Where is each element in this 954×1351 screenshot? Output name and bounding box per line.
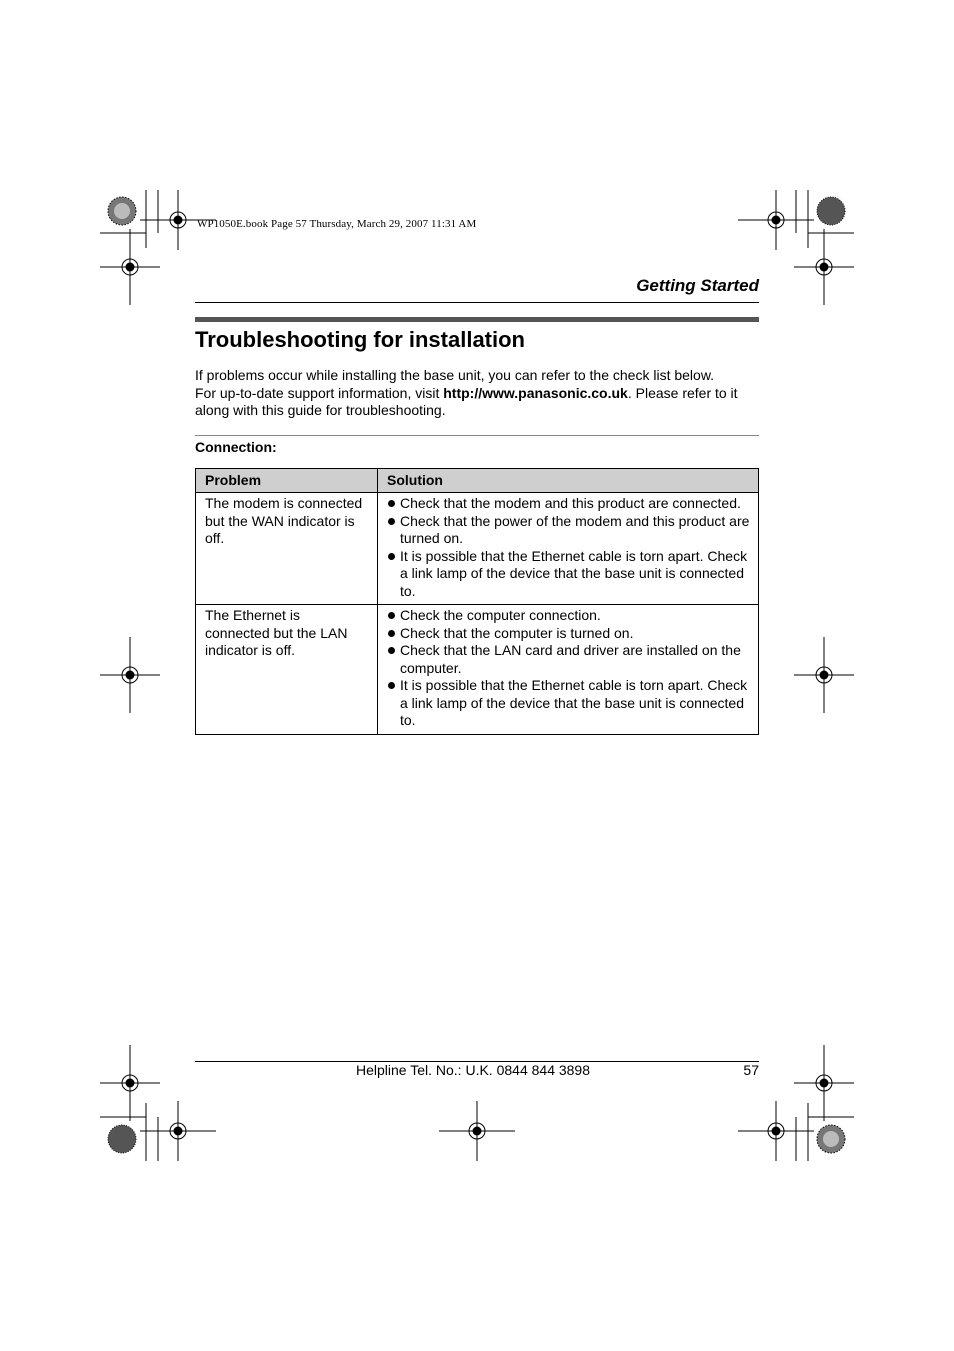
solution-item: It is possible that the Ethernet cable is torn apart. Check a link lamp of the device that the base unit is connected to. [387,548,752,601]
table-header-row [196,469,759,493]
solution-cell [378,493,759,605]
column-header-solution: Solution [378,469,759,493]
header-rule [195,302,759,303]
subsection-heading: Connection: [195,439,277,455]
column-header-problem: Problem [196,469,378,493]
solution-list [387,495,752,600]
intro-text [195,367,761,420]
solution-item: Check that the power of the modem and this product are turned on. [387,513,752,548]
intro-line-2-start: For up-to-date support information, visit [195,384,444,401]
solution-list [387,607,752,730]
page-number: 57 [743,1062,759,1078]
solution-cell [378,605,759,735]
helpline-text: Helpline Tel. No.: U.K. 0844 844 3898 [356,1062,591,1078]
solution-item: Check that the computer is turned on. [387,625,752,643]
section-header: Getting Started [636,276,759,295]
table-row [196,605,759,735]
subsection-rule [195,435,759,436]
support-url-link[interactable]: http://www.panasonic.co.uk [443,384,628,401]
solution-item: It is possible that the Ethernet cable is torn apart. Check a link lamp of the device that the base unit is connected to. [387,677,752,730]
intro-line-2-end: . Please refer to it [627,384,738,401]
solution-item: Check that the LAN card and driver are installed on the computer. [387,642,752,677]
troubleshooting-table [195,468,759,735]
problem-cell: The modem is connected but the WAN indicator is off. [196,493,378,605]
intro-line-3: along with this guide for troubleshooting. [195,402,446,418]
title-rule [195,317,759,322]
intro-line-2 [195,385,761,403]
intro-line-1: If problems occur while installing the base unit, you can refer to the check list below. [195,367,715,383]
print-info: WP1050E.book Page 57 Thursday, March 29, 2007 11:31 AM [197,218,477,230]
page-title: Troubleshooting for installation [195,327,525,352]
problem-cell: The Ethernet is connected but the LAN indicator is off. [196,605,378,735]
table-row [196,493,759,605]
solution-item: Check the computer connection. [387,607,752,625]
solution-item: Check that the modem and this product are connected. [387,495,752,513]
